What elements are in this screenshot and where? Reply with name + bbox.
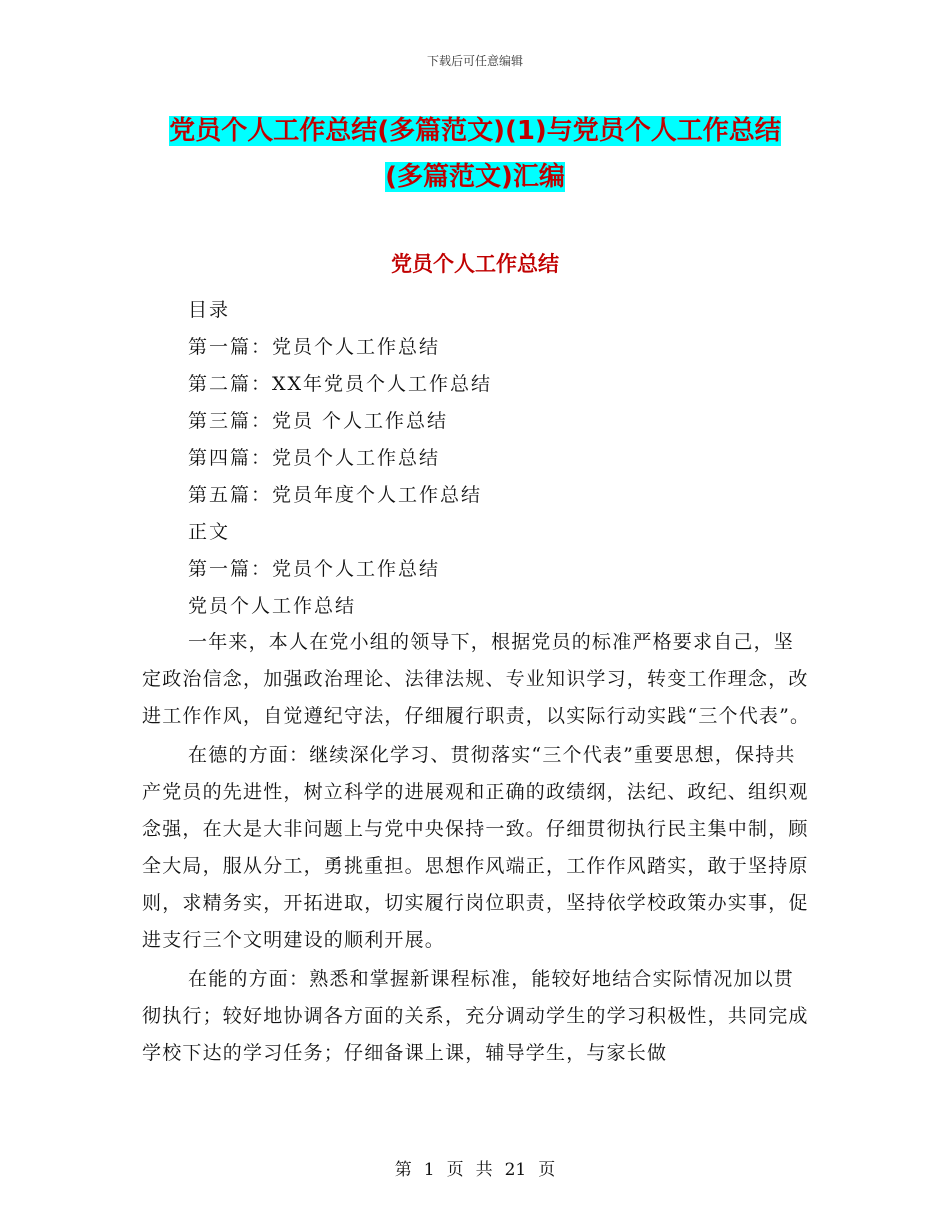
toc-heading: 目录 <box>188 299 231 321</box>
page-footer <box>0 1155 950 1180</box>
section-title: 党员个人工作总结 <box>391 252 559 276</box>
toc-item: 第二篇：XX年党员个人工作总结 <box>188 373 493 395</box>
chapter-subheading: 党员个人工作总结 <box>188 595 357 617</box>
total-prefix: 共 <box>475 1160 493 1180</box>
title-line-2: (多篇范文)汇编 <box>385 162 565 192</box>
toc-item: 第三篇：党员 个人工作总结 <box>188 410 449 432</box>
paragraph: 在能的方面：熟悉和掌握新课程标准，能较好地结合实际情况加以贯彻执行；较好地协调各方面的关系，充分调动学生的学习积极性，共同完成学校下达的学习任务；仔细备课上课，辅导学生，与家长做 <box>142 968 809 1064</box>
chapter-heading: 第一篇：党员个人工作总结 <box>188 558 441 580</box>
toc-item: 第四篇：党员个人工作总结 <box>188 447 441 469</box>
page-unit: 页 <box>446 1160 464 1180</box>
page-number: 1 <box>423 1160 435 1180</box>
total-unit: 页 <box>538 1160 556 1180</box>
body-text <box>142 624 812 1074</box>
toc-item: 第一篇：党员个人工作总结 <box>188 336 441 358</box>
body-label: 正文 <box>188 521 231 543</box>
document-title <box>0 108 950 200</box>
total-pages: 21 <box>504 1160 527 1180</box>
footer-prefix: 第 <box>394 1160 412 1180</box>
table-of-contents <box>188 292 492 625</box>
paragraph: 一年来，本人在党小组的领导下，根据党员的标准严格要求自己，坚定政治信念，加强政治理论、法律法规、专业知识学习，转变工作理念，改进工作作风，自觉遵纪守法，仔细履行职责，以实际行动实践“三个代表”。 <box>142 631 811 727</box>
title-line-1: 党员个人工作总结(多篇范文)(1)与党员个人工作总结 <box>169 116 781 146</box>
header-note: 下载后可任意编辑 <box>426 54 523 68</box>
paragraph: 在德的方面：继续深化学习、贯彻落实“三个代表”重要思想，保持共产党员的先进性，树立科学的进展观和正确的政绩纲，法纪、政纪、组织观念强，在大是大非问题上与党中央保持一致。仔细贯彻执行民主集中制，顾全大局，服从分工，勇挑重担。思想作风端正，工作作风踏实，敢于坚持原则，求精务实，开拓进取，切实履行岗位职责，坚持依学校政策办实事，促进支行三个文明建设的顺利开展。 <box>142 744 809 951</box>
toc-item: 第五篇：党员年度个人工作总结 <box>188 484 483 506</box>
